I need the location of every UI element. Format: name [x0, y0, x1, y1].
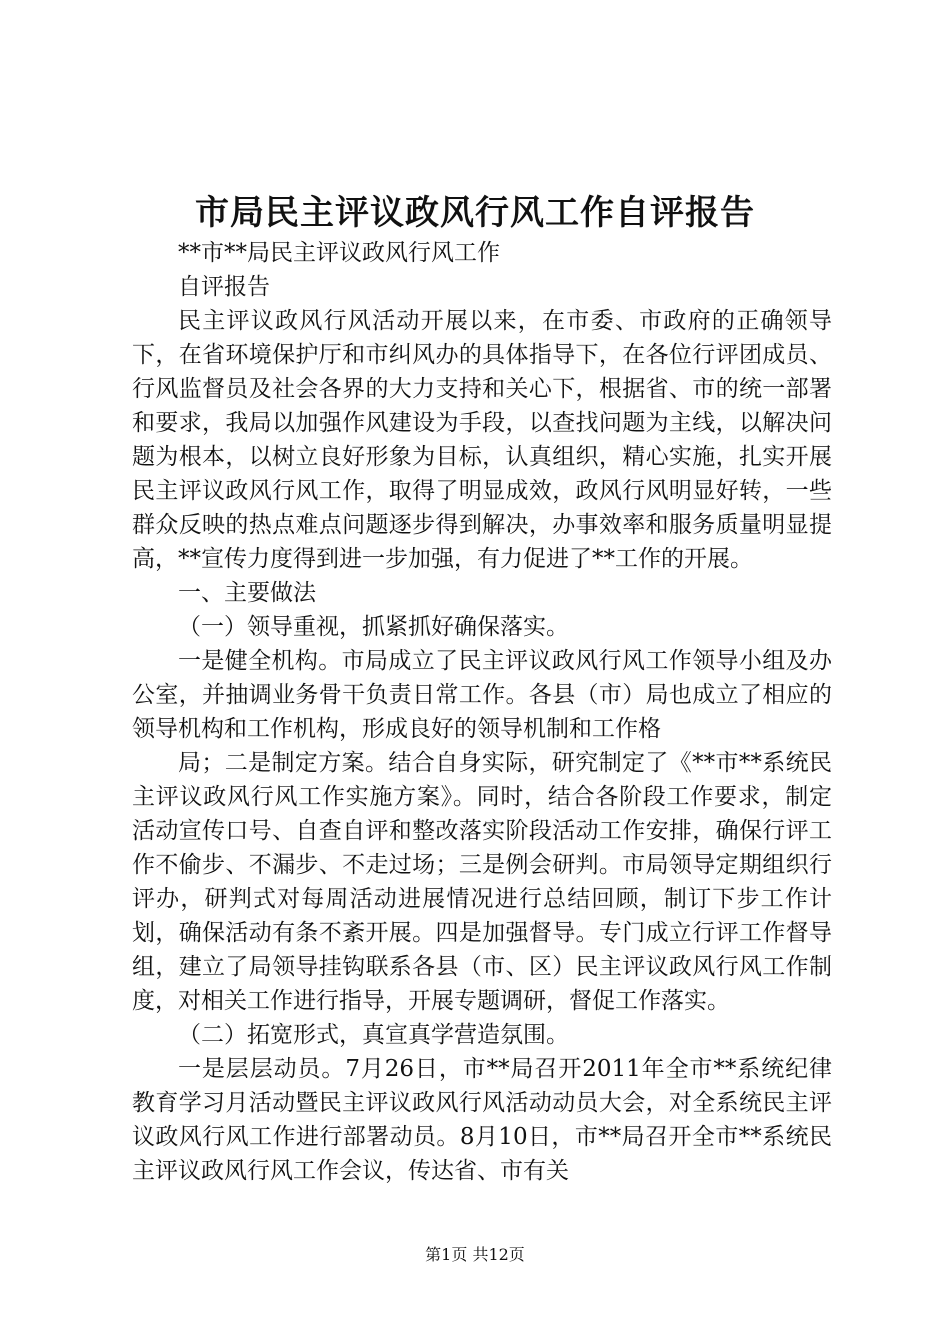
paragraph-intro: 民主评议政风行风活动开展以来，在市委、市政府的正确领导下，在省环境保护厅和市纠风办的具体指导下，在各位行评团成员、行风监督员及社会各界的大力支持和关心下，根据省、市的统一部署和要求，我局以加强作风建设为手段，以查找问题为主线，以解决问题为根本，以树立良好形象为目标，认真组织，精心实施，扎实开展民主评议政风行风工作，取得了明显成效，政风行风明显好转，一些群众反映的热点难点问题逐步得到解决，办事效率和服务质量明显提高，**宣传力度得到进一步加强，有力促进了**工作的开展。 [132, 308, 832, 572]
paragraph-organization: 一是健全机构。市局成立了民主评议政风行风工作领导小组及办公室，并抽调业务骨干负责日常工作。各县（市）局也成立了相应的领导机构和工作机构，形成良好的领导机制和工作格 [132, 648, 832, 742]
document-title: 市局民主评议政风行风工作自评报告 [195, 193, 755, 233]
paragraph-mobilization: 一是层层动员。7月26日，市**局召开2011年全市**系统纪律教育学习月活动暨民主评议政风行风活动动员大会，对全系统民主评议政风行风工作进行部署动员。8月10日，市**局召开全市**系统民主评议政风行风工作会议，传达省、市有关 [132, 1056, 832, 1184]
subsection-heading-2: （二）拓宽形式，真宣真学营造氛围。 [178, 1022, 569, 1048]
section-heading: 一、主要做法 [178, 580, 316, 606]
subsection-heading-1: （一）领导重视，抓紧抓好确保落实。 [178, 614, 569, 640]
subtitle-line-1: **市**局民主评议政风行风工作 [178, 240, 500, 266]
subtitle-line-2: 自评报告 [178, 274, 270, 300]
document-body [132, 236, 832, 1188]
paragraph-plan: 局；二是制定方案。结合自身实际，研究制定了《**市**系统民主评议政风行风工作实施方案》。同时，结合各阶段工作要求，制定活动宣传口号、自查自评和整改落实阶段活动工作安排，确保行评工作不偷步、不漏步、不走过场；三是例会研判。市局领导定期组织行评办，研判式对每周活动进展情况进行总结回顾，制订下步工作计划，确保活动有条不紊开展。四是加强督导。专门成立行评工作督导组，建立了局领导挂钩联系各县（市、区）民主评议政风行风工作制度，对相关工作进行指导，开展专题调研，督促工作落实。 [132, 750, 832, 1014]
page-footer: 第1页 共12页 [425, 1245, 525, 1264]
